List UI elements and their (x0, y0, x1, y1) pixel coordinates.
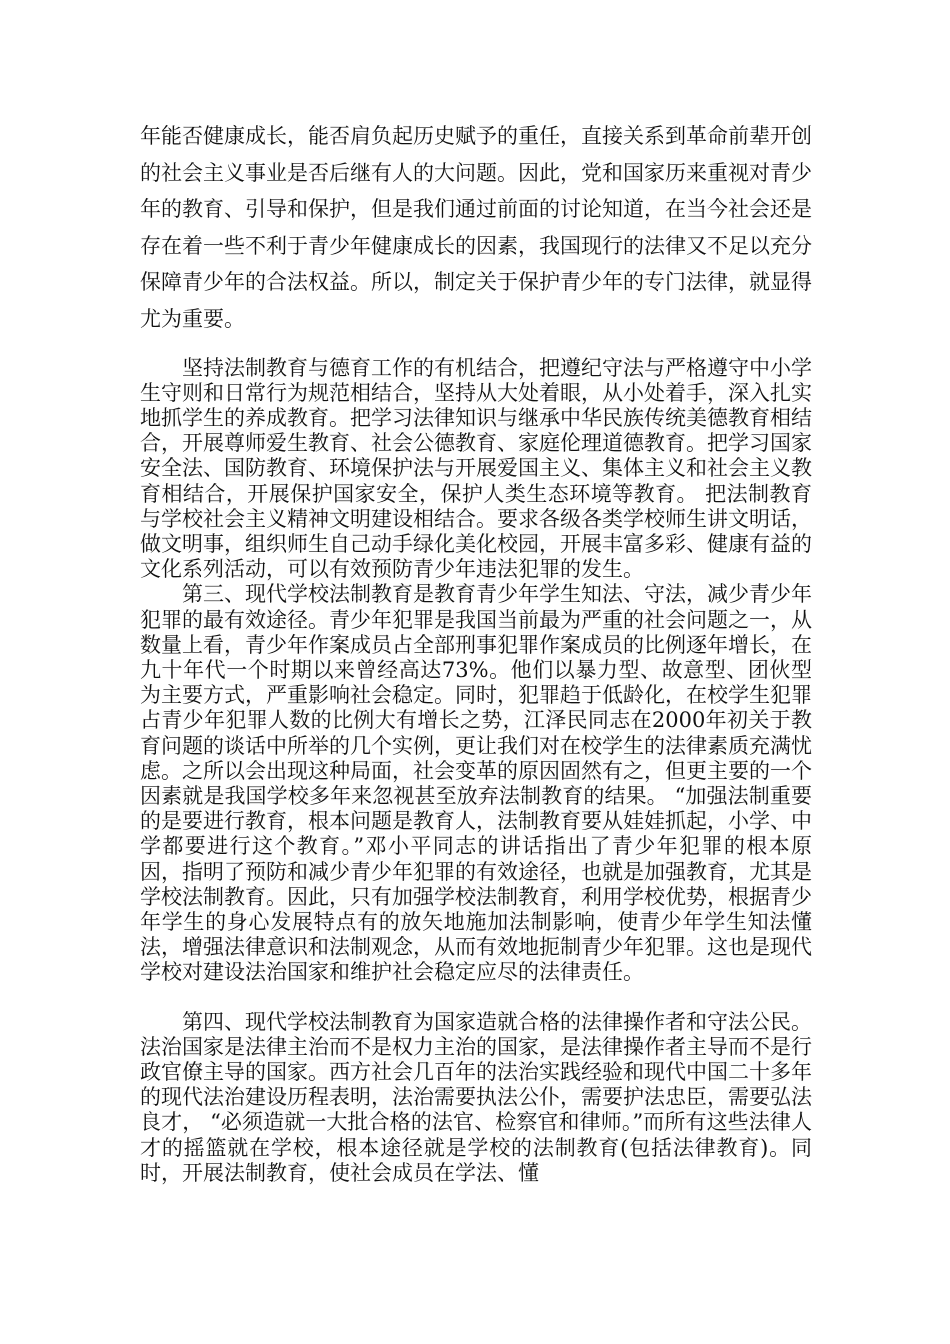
paragraph-legal-moral-education: 坚持法制教育与德育工作的有机结合，把遵纪守法与严格遵守中小学生守则和日常行为规范相结合，坚持从大处着眼，从小处着手，深入扎实地抓学生的养成教育。把学习法律知识与继承中华民族传统美德教育相结合，开展尊师爱生教育、社会公德教育、家庭伦理道德教育。把学习国家安全法、国防教育、环境保护法与开展爱国主义、集体主义和社会主义教育相结合，开展保护国家安全，保护人类生态环境等教育。 把法制教育与学校社会主义精神文明建设相结合。要求各级各类学校师生讲文明话，做文明事，组织师生自己动手绿化美化校园，开展丰富多彩、健康有益的文化系列活动，可以有效预防青少年违法犯罪的发生。 (140, 355, 812, 582)
paragraph-point-four: 第四、现代学校法制教育为国家造就合格的法律操作者和守法公民。法治国家是法律主治而不是权力主治的国家，是法律操作者主导而不是行政官僚主导的国家。西方社会几百年的法治实践经验和现代中国二十多年的现代法治建设历程表明，法治需要执法公仆，需要护法忠臣，需要弘法良才， “必须造就一大批合格的法官、检察官和律师。”而所有这些法律人才的摇篮就在学校，根本途径就是学校的法制教育(包括法律教育)。同时，开展法制教育，使社会成员在学法、懂 (140, 1009, 812, 1185)
paragraph-spacer (140, 338, 812, 356)
paragraph-continuation: 年能否健康成长，能否肩负起历史赋予的重任，直接关系到革命前辈开创的社会主义事业是否后继有人的大问题。因此，党和国家历来重视对青少年的教育、引导和保护，但是我们通过前面的讨论知道，在当今社会还是存在着一些不利于青少年健康成长的因素，我国现行的法律又不足以充分保障青少年的合法权益。所以，制定关于保护青少年的专门法律，就显得尤为重要。 (140, 124, 812, 331)
document-page (140, 118, 812, 1186)
paragraph-spacer (140, 986, 812, 1010)
paragraph-point-three: 第三、现代学校法制教育是教育青少年学生知法、守法，减少青少年犯罪的最有效途径。青少年犯罪是我国当前最为严重的社会问题之一，从数量上看，青少年作案成员占全部刑事犯罪作案成员的比例逐年增长，在九十年代一个时期以来曾经高达73%。他们以暴力型、故意型、团伙型为主要方式，严重影响社会稳定。同时，犯罪趋于低龄化，在校学生犯罪占青少年犯罪人数的比例大有增长之势，江泽民同志在2000年初关于教育问题的谈话中所举的几个实例，更让我们对在校学生的法律素质充满忧虑。之所以会出现这种局面，社会变革的原因固然有之，但更主要的一个因素就是我国学校多年来忽视甚至放弃法制教育的结果。 “加强法制重要的是要进行教育，根本问题是教育人，法制教育要从娃娃抓起，小学、中学都要进行这个教育。”邓小平同志的讲话指出了青少年犯罪的根本原因，指明了预防和减少青少年犯罪的有效途径，也就是加强教育，尤其是学校法制教育。因此，只有加强学校法制教育，利用学校优势，根据青少年学生的身心发展特点有的放矢地施加法制影响，使青少年学生知法懂法，增强法律意识和法制观念，从而有效地扼制青少年犯罪。这也是现代学校对建设法治国家和维护社会稳定应尽的法律责任。 (140, 582, 812, 985)
